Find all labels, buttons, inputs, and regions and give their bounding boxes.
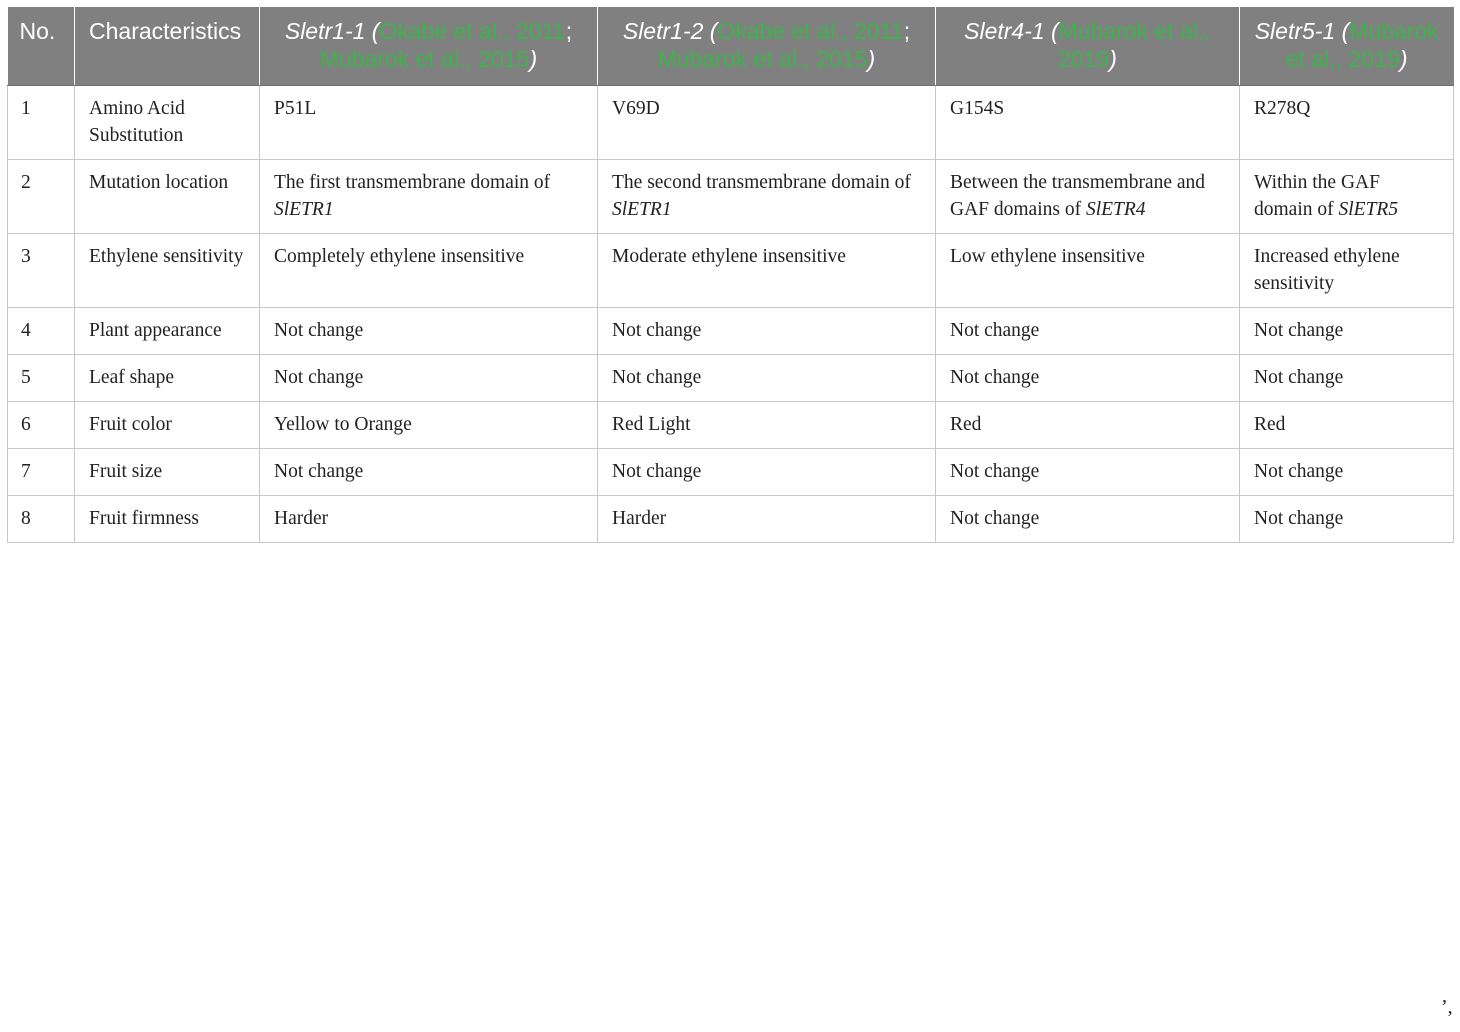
cell-characteristic: Ethylene sensitivity: [75, 233, 260, 307]
cell-sletr1-2: Moderate ethylene insensitive: [598, 233, 936, 307]
cell-characteristic: Leaf shape: [75, 354, 260, 401]
cell-no: 6: [8, 401, 75, 448]
header-no: No.: [8, 7, 75, 85]
table-header: [8, 7, 1454, 85]
cell-sletr4-1: Not change: [936, 307, 1240, 354]
cell-sletr5-1: Increased ethylene sensitivity: [1240, 233, 1454, 307]
header-separator: ;: [565, 18, 573, 44]
header-paren-open: (: [1335, 18, 1350, 44]
cell-sletr1-1: Harder: [260, 495, 598, 542]
cell-sletr5-1: Not change: [1240, 354, 1454, 401]
cell-text: Between the transmembrane and GAF domains of: [950, 171, 1206, 220]
table-row: [8, 307, 1454, 354]
cell-sletr1-1: Not change: [260, 307, 598, 354]
cell-sletr4-1: Red: [936, 401, 1240, 448]
mutant-comparison-table: [7, 7, 1454, 543]
table-row: [8, 85, 1454, 159]
header-sletr5-1: [1240, 7, 1454, 85]
header-sletr1-1: [260, 7, 598, 85]
header-paren-open: (: [1044, 18, 1059, 44]
cell-sletr5-1: R278Q: [1240, 85, 1454, 159]
cell-characteristic: Mutation location: [75, 159, 260, 233]
cell-characteristic: Fruit firmness: [75, 495, 260, 542]
cell-text: The second transmembrane domain of: [612, 171, 911, 193]
gene-name: SlETR5: [1338, 198, 1399, 220]
cell-sletr1-2: Red Light: [598, 401, 936, 448]
header-sletr1-2: [598, 7, 936, 85]
cell-sletr5-1: Not change: [1240, 495, 1454, 542]
cell-sletr4-1: [936, 159, 1240, 233]
header-paren-close: ): [529, 46, 538, 72]
cell-sletr1-1: Not change: [260, 354, 598, 401]
cell-sletr1-1: Yellow to Orange: [260, 401, 598, 448]
cell-text: Within the GAF domain of: [1254, 171, 1380, 220]
table-row: [8, 159, 1454, 233]
cell-sletr1-1: P51L: [260, 85, 598, 159]
header-paren-open: (: [365, 18, 380, 44]
gene-name: SlETR1: [274, 198, 334, 220]
table-row: [8, 401, 1454, 448]
header-sletr4-1-name: Sletr4-1: [964, 18, 1045, 44]
cell-no: 2: [8, 159, 75, 233]
header-sletr1-1-name: Sletr1-1: [284, 18, 366, 44]
cell-no: 4: [8, 307, 75, 354]
reference-link-okabe-2011[interactable]: Okabe et al., 2011: [717, 18, 904, 44]
cell-characteristic: Fruit color: [75, 401, 260, 448]
cell-no: 5: [8, 354, 75, 401]
header-paren-close: ): [1109, 46, 1117, 72]
header-separator: ;: [903, 18, 911, 44]
cell-no: 3: [8, 233, 75, 307]
header-paren-open: (: [703, 18, 718, 44]
cell-sletr1-2: Not change: [598, 448, 936, 495]
table-row: [8, 233, 1454, 307]
header-row: [8, 7, 1454, 85]
cell-sletr1-1: Not change: [260, 448, 598, 495]
cell-sletr4-1: Not change: [936, 495, 1240, 542]
reference-link-okabe-2011[interactable]: Okabe et al., 2011: [379, 18, 566, 44]
header-sletr5-1-name: Sletr5-1: [1254, 18, 1336, 44]
cell-sletr5-1: Not change: [1240, 307, 1454, 354]
header-paren-close: ): [867, 46, 876, 72]
cell-sletr5-1: [1240, 159, 1454, 233]
cell-characteristic: Fruit size: [75, 448, 260, 495]
cell-sletr5-1: Red: [1240, 401, 1454, 448]
cell-sletr1-1: [260, 159, 598, 233]
cell-characteristic: Plant appearance: [75, 307, 260, 354]
reference-link-mubarok-2019[interactable]: Mubarok et al., 2019: [1058, 18, 1211, 72]
table-row: [8, 354, 1454, 401]
header-sletr1-2-name: Sletr1-2: [622, 18, 704, 44]
gene-name: SlETR1: [612, 198, 672, 220]
cell-sletr4-1: G154S: [936, 85, 1240, 159]
header-characteristics: Characteristics: [75, 7, 260, 85]
cell-sletr5-1: Not change: [1240, 448, 1454, 495]
reference-link-mubarok-2015[interactable]: Mubarok et al., 2015: [657, 46, 868, 72]
cell-no: 8: [8, 495, 75, 542]
table-row: [8, 448, 1454, 495]
cell-sletr1-1: Completely ethylene insensitive: [260, 233, 598, 307]
cell-sletr1-2: Harder: [598, 495, 936, 542]
gene-name: SlETR4: [1085, 198, 1146, 220]
table-body: [8, 85, 1454, 542]
cell-text: The first transmembrane domain of: [274, 171, 551, 193]
cell-sletr1-2: V69D: [598, 85, 936, 159]
trailing-punctuation: ’,: [1441, 996, 1453, 1018]
cell-sletr1-2: [598, 159, 936, 233]
cell-characteristic: Amino Acid Substitution: [75, 85, 260, 159]
cell-sletr4-1: Low ethylene insensitive: [936, 233, 1240, 307]
header-sletr4-1: [936, 7, 1240, 85]
reference-link-mubarok-2015[interactable]: Mubarok et al., 2015: [319, 46, 530, 72]
cell-no: 7: [8, 448, 75, 495]
cell-sletr4-1: Not change: [936, 354, 1240, 401]
cell-no: 1: [8, 85, 75, 159]
cell-sletr4-1: Not change: [936, 448, 1240, 495]
cell-sletr1-2: Not change: [598, 354, 936, 401]
cell-sletr1-2: Not change: [598, 307, 936, 354]
reference-link-mubarok-2019[interactable]: Mubarok et al., 2019: [1286, 18, 1439, 72]
header-paren-close: ): [1399, 46, 1408, 72]
table-row: [8, 495, 1454, 542]
